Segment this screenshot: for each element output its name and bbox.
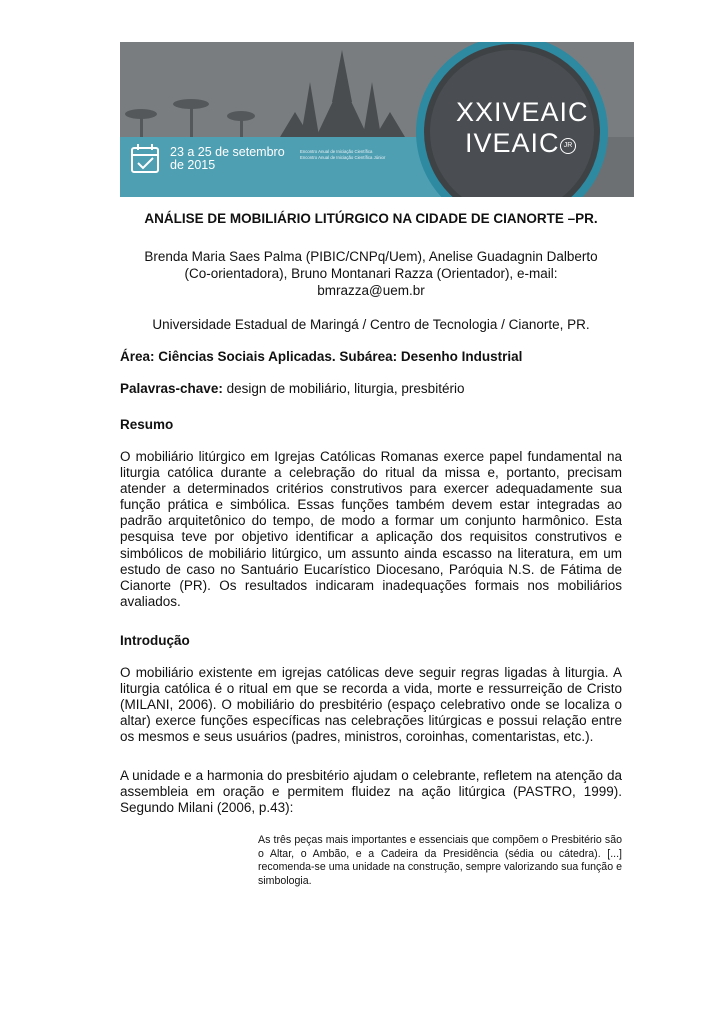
affiliation: Universidade Estadual de Maringá / Centro de Tecnologia / Cianorte, PR. xyxy=(152,317,590,332)
resumo-heading: Resumo xyxy=(120,417,174,432)
introducao-heading: Introdução xyxy=(120,633,190,648)
area-line: Área: Ciências Sociais Aplicadas. Subárea: Desenho Industrial xyxy=(120,349,523,364)
event-subtitle-line-2: Encontro Anual de Iniciação Científica Júnior xyxy=(300,155,386,160)
intro-paragraph-1: O mobiliário existente em igrejas católicas deve seguir regras ligadas à liturgia. A liturgia católica é o ritual em que se recorda a vida, morte e ressurreição de Cristo (MILANI, 2006). O mobiliário do presbitério (espaço celebrativo onde se localiza o altar) exerce funções específicas nas celebrações litúrgicas e possui relação entre os mesmos e seus usuários (padres, ministros, coroinhas, comentaristas, etc.). xyxy=(120,665,622,745)
event-subtitle xyxy=(300,149,420,161)
keywords-label: Palavras-chave: xyxy=(120,381,223,396)
authors-line-2: (Co-orientadora), Bruno Montanari Razza (Orientador), e-mail: xyxy=(184,266,558,281)
resumo-paragraph: O mobiliário litúrgico em Igrejas Católicas Romanas exerce papel fundamental na liturgia católica durante a celebração do ritual da missa e, portanto, precisam atender a determinados critérios construtivos para exercer adequadamente sua função prática e simbólica. Essas funções também devem estar integradas ao padrão arquitetônico do tempo, de modo a formar um conjunto harmônico. Esta pesquisa teve por objetivo identificar a aplicação dos requisitos construtivos e simbólicos de mobiliário litúrgico, um assunto ainda escasso na literatura, em um estudo de caso no Santuário Eucarístico Diocesano, Paróquia N.S. de Fátima de Cianorte (PR). Os resultados indicaram inadequações formais nos mobiliários avaliados. xyxy=(120,449,622,609)
event-logo-line-1: XXIVEAIC xyxy=(456,97,589,127)
event-logo-suffix: JR xyxy=(560,138,576,154)
keywords-value: design de mobiliário, liturgia, presbitério xyxy=(222,381,465,396)
intro-paragraph-2: A unidade e a harmonia do presbitério ajudam o celebrante, refletem na atenção da assembleia em oração e permitem fluidez na ação litúrgica (PASTRO, 1999). Segundo Milani (2006, p.43): xyxy=(120,768,622,816)
block-quote: As três peças mais importantes e essenciais que compõem o Presbitério são o Altar, o Ambão, e a Cadeira da Presidência (sédia ou cátedra). [...] recomenda-se uma unidade na construção, sempre valorizando sua função e simbologia. xyxy=(258,834,622,887)
event-banner xyxy=(120,42,634,197)
event-date: 23 a 25 de setembro de 2015 xyxy=(170,145,285,172)
keywords-line xyxy=(120,380,622,397)
event-subtitle-line-1: Encontro Anual de Iniciação Científica xyxy=(300,149,373,154)
authors-email: bmrazza@uem.br xyxy=(317,283,425,298)
authors-line-1: Brenda Maria Saes Palma (PIBIC/CNPq/Uem), Anelise Guadagnin Dalberto xyxy=(144,249,598,264)
paper-title: ANÁLISE DE MOBILIÁRIO LITÚRGICO NA CIDADE DE CIANORTE –PR. xyxy=(144,211,598,226)
event-logo-line-2: IVEAIC xyxy=(465,128,560,158)
paper-authors xyxy=(120,248,622,299)
